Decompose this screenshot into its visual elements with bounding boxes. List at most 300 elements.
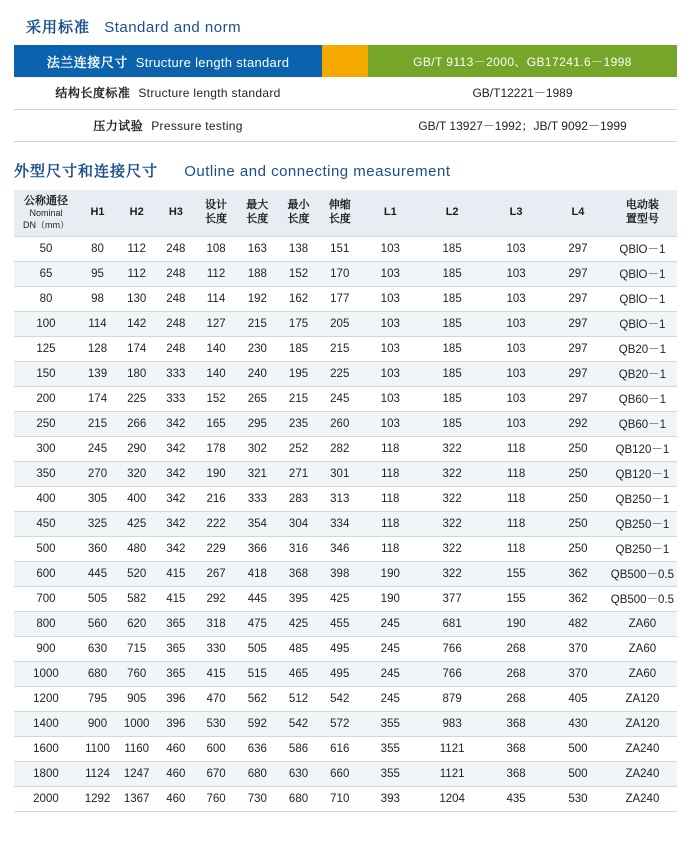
- table-cell: 185: [420, 261, 484, 286]
- table-cell: QBlO－1: [608, 311, 677, 336]
- table-cell: 297: [548, 236, 608, 261]
- table-cell: 368: [278, 561, 319, 586]
- table-cell: 670: [195, 761, 236, 786]
- table-cell: QB20－1: [608, 336, 677, 361]
- table-row: [14, 536, 677, 561]
- table-cell-nominal-dn: 900: [14, 636, 78, 661]
- table-row: [14, 561, 677, 586]
- table-cell: 542: [278, 711, 319, 736]
- table-cell: 103: [484, 411, 548, 436]
- table-cell: 377: [420, 586, 484, 611]
- table-cell: 205: [319, 311, 360, 336]
- table-cell: 225: [319, 361, 360, 386]
- table-cell: 190: [195, 461, 236, 486]
- table-cell: 500: [548, 761, 608, 786]
- table-cell: 1247: [117, 761, 156, 786]
- table-cell: 572: [319, 711, 360, 736]
- table-row: [14, 436, 677, 461]
- table-cell: 333: [237, 486, 278, 511]
- table-cell: 128: [78, 336, 117, 361]
- table-cell: 118: [484, 436, 548, 461]
- dimensions-col-header-9: [420, 190, 484, 237]
- dimensions-header-row: [14, 190, 677, 237]
- table-cell: ZA120: [608, 686, 677, 711]
- dimensions-col-header-1: [78, 190, 117, 237]
- table-cell: 365: [156, 661, 195, 686]
- table-cell: 630: [278, 761, 319, 786]
- table-cell: 366: [237, 536, 278, 561]
- table-cell: 292: [548, 411, 608, 436]
- table-cell: 620: [117, 611, 156, 636]
- table-cell: 322: [420, 486, 484, 511]
- table-cell: 130: [117, 286, 156, 311]
- table-cell: 267: [195, 561, 236, 586]
- table-cell: 297: [548, 311, 608, 336]
- table-cell: 185: [420, 386, 484, 411]
- table-cell: 175: [278, 311, 319, 336]
- standards-heading-cn: 采用标准: [26, 19, 91, 36]
- table-cell-nominal-dn: 1000: [14, 661, 78, 686]
- table-row: [14, 786, 677, 811]
- table-cell: 370: [548, 636, 608, 661]
- table-cell-nominal-dn: 200: [14, 386, 78, 411]
- table-cell: 983: [420, 711, 484, 736]
- table-cell: 266: [117, 411, 156, 436]
- table-cell: 185: [420, 311, 484, 336]
- dimensions-col-header-4: [195, 190, 236, 237]
- table-cell-nominal-dn: 700: [14, 586, 78, 611]
- table-cell: 322: [420, 561, 484, 586]
- table-cell: 900: [78, 711, 117, 736]
- table-cell: 103: [360, 261, 420, 286]
- table-cell: 225: [117, 386, 156, 411]
- table-cell: 455: [319, 611, 360, 636]
- table-cell: 305: [78, 486, 117, 511]
- table-cell: 215: [237, 311, 278, 336]
- dimensions-col-header-3: [156, 190, 195, 237]
- table-cell: 368: [484, 736, 548, 761]
- table-cell-nominal-dn: 400: [14, 486, 78, 511]
- table-cell: 268: [484, 661, 548, 686]
- table-row: [14, 611, 677, 636]
- table-cell: ZA60: [608, 611, 677, 636]
- table-cell: 190: [360, 561, 420, 586]
- table-cell: 245: [319, 386, 360, 411]
- standards-row-structure-label: [14, 77, 322, 109]
- dimensions-col-header-7: [319, 190, 360, 237]
- table-cell: 766: [420, 661, 484, 686]
- table-cell: 216: [195, 486, 236, 511]
- table-cell: 500: [548, 736, 608, 761]
- standards-row-pressure-label-cn: 压力试验: [93, 118, 144, 133]
- table-cell: 270: [78, 461, 117, 486]
- table-cell: 520: [117, 561, 156, 586]
- table-cell: 482: [548, 611, 608, 636]
- table-cell: 418: [237, 561, 278, 586]
- table-cell: 396: [156, 711, 195, 736]
- table-cell: 715: [117, 636, 156, 661]
- dimensions-heading-cn: 外型尺寸和连接尺寸: [14, 162, 159, 180]
- table-cell: 430: [548, 711, 608, 736]
- standards-row-pressure-label: [14, 109, 322, 141]
- table-row: [14, 686, 677, 711]
- table-cell: 460: [156, 761, 195, 786]
- table-cell: 112: [195, 261, 236, 286]
- table-cell: 1292: [78, 786, 117, 811]
- table-cell: QB120－1: [608, 436, 677, 461]
- table-cell: 151: [319, 236, 360, 261]
- table-cell: 396: [156, 686, 195, 711]
- table-row: [14, 586, 677, 611]
- table-cell: 1121: [420, 761, 484, 786]
- table-cell: 302: [237, 436, 278, 461]
- table-cell: QB250－1: [608, 511, 677, 536]
- table-cell: 600: [195, 736, 236, 761]
- table-cell-nominal-dn: 2000: [14, 786, 78, 811]
- table-cell: 355: [360, 736, 420, 761]
- table-cell: 80: [78, 236, 117, 261]
- table-cell: 185: [420, 361, 484, 386]
- dimensions-col-header-cn-4: 设计 长度: [205, 198, 228, 225]
- dimensions-section: [14, 160, 677, 812]
- table-cell: 313: [319, 486, 360, 511]
- table-cell: 103: [484, 361, 548, 386]
- table-cell: 118: [360, 461, 420, 486]
- table-cell: 140: [195, 361, 236, 386]
- table-cell: 333: [156, 386, 195, 411]
- table-cell: 185: [420, 236, 484, 261]
- table-cell: 229: [195, 536, 236, 561]
- table-cell: 118: [360, 486, 420, 511]
- table-cell: 321: [237, 461, 278, 486]
- dimensions-col-header-cn-12: 电动装 置型号: [625, 198, 659, 225]
- table-cell: 188: [237, 261, 278, 286]
- table-cell: 152: [278, 261, 319, 286]
- table-cell: 680: [278, 786, 319, 811]
- table-cell: 562: [237, 686, 278, 711]
- standards-heading: [14, 14, 677, 45]
- dimensions-col-header-8: [360, 190, 420, 237]
- table-cell: 322: [420, 511, 484, 536]
- table-cell: 155: [484, 561, 548, 586]
- table-cell: 215: [278, 386, 319, 411]
- standards-table: [14, 45, 677, 142]
- table-cell: 1100: [78, 736, 117, 761]
- table-cell: 114: [78, 311, 117, 336]
- table-cell: 170: [319, 261, 360, 286]
- table-cell: 108: [195, 236, 236, 261]
- table-cell: 405: [548, 686, 608, 711]
- table-cell: 195: [278, 361, 319, 386]
- table-cell: 250: [548, 511, 608, 536]
- dimensions-col-header-cn-11: L4: [571, 205, 585, 218]
- table-cell: 260: [319, 411, 360, 436]
- table-cell: 460: [156, 736, 195, 761]
- table-cell: 297: [548, 286, 608, 311]
- table-cell-nominal-dn: 600: [14, 561, 78, 586]
- table-cell: 365: [156, 636, 195, 661]
- dimensions-col-header-12: [608, 190, 677, 237]
- table-cell: 230: [237, 336, 278, 361]
- table-cell: 222: [195, 511, 236, 536]
- table-cell: 905: [117, 686, 156, 711]
- table-cell-nominal-dn: 65: [14, 261, 78, 286]
- dimensions-col-header-2: [117, 190, 156, 237]
- table-cell: 760: [195, 786, 236, 811]
- standards-row-pressure-value: GB/T 13927－1992；JB/T 9092－1999: [368, 109, 677, 141]
- dimensions-col-header-11: [548, 190, 608, 237]
- standards-row-structure-value: GB/T12221－1989: [368, 77, 677, 109]
- table-cell: 295: [237, 411, 278, 436]
- table-cell: 152: [195, 386, 236, 411]
- table-cell: 112: [117, 261, 156, 286]
- table-cell: 185: [420, 336, 484, 361]
- table-cell: 290: [117, 436, 156, 461]
- table-cell-nominal-dn: 125: [14, 336, 78, 361]
- table-cell: 190: [360, 586, 420, 611]
- table-cell: 283: [278, 486, 319, 511]
- table-row: [14, 711, 677, 736]
- table-cell: 465: [278, 661, 319, 686]
- dimensions-col-header-6: [278, 190, 319, 237]
- table-cell: 322: [420, 436, 484, 461]
- standards-row-pressure-label-en: Pressure testing: [151, 118, 243, 133]
- dimensions-col-header-cn-3: H3: [168, 205, 183, 218]
- table-cell-nominal-dn: 150: [14, 361, 78, 386]
- table-cell: 235: [278, 411, 319, 436]
- table-cell: 316: [278, 536, 319, 561]
- table-cell: 325: [78, 511, 117, 536]
- table-cell: ZA240: [608, 786, 677, 811]
- table-cell: 178: [195, 436, 236, 461]
- table-cell: 660: [319, 761, 360, 786]
- table-cell: 118: [360, 511, 420, 536]
- table-cell: 297: [548, 386, 608, 411]
- table-cell: QBlO－1: [608, 261, 677, 286]
- table-row: [14, 336, 677, 361]
- standards-row-pressure-divider: [322, 109, 368, 141]
- table-cell: 215: [78, 411, 117, 436]
- table-cell: 495: [319, 661, 360, 686]
- table-cell: 425: [117, 511, 156, 536]
- dimensions-col-header-cn-1: H1: [90, 205, 105, 218]
- table-cell: ZA60: [608, 661, 677, 686]
- table-cell: 245: [360, 686, 420, 711]
- table-cell: 297: [548, 261, 608, 286]
- table-cell: 103: [360, 386, 420, 411]
- table-cell: 304: [278, 511, 319, 536]
- table-cell: 1160: [117, 736, 156, 761]
- dimensions-col-header-cn-10: L3: [509, 205, 523, 218]
- table-cell: QB250－1: [608, 486, 677, 511]
- table-cell: 215: [319, 336, 360, 361]
- table-cell: 322: [420, 536, 484, 561]
- table-cell: 342: [156, 511, 195, 536]
- table-cell: 1204: [420, 786, 484, 811]
- table-cell: QB60－1: [608, 411, 677, 436]
- table-cell: 1121: [420, 736, 484, 761]
- table-cell: 370: [548, 661, 608, 686]
- table-cell: 334: [319, 511, 360, 536]
- standards-row-flange: [14, 45, 677, 77]
- table-cell: 292: [195, 586, 236, 611]
- table-cell: ZA240: [608, 736, 677, 761]
- table-cell: 680: [78, 661, 117, 686]
- table-cell: 118: [360, 436, 420, 461]
- standards-row-flange-divider: [322, 45, 368, 77]
- table-cell: ZA60: [608, 636, 677, 661]
- table-cell: 103: [360, 286, 420, 311]
- table-cell: 354: [237, 511, 278, 536]
- table-cell-nominal-dn: 300: [14, 436, 78, 461]
- table-cell: 530: [195, 711, 236, 736]
- table-cell: 192: [237, 286, 278, 311]
- table-cell: 365: [156, 611, 195, 636]
- table-cell: 118: [484, 486, 548, 511]
- table-cell: 245: [360, 636, 420, 661]
- table-cell-nominal-dn: 800: [14, 611, 78, 636]
- table-cell: 185: [420, 286, 484, 311]
- table-cell: 174: [117, 336, 156, 361]
- table-cell: 485: [278, 636, 319, 661]
- dimensions-body: [14, 236, 677, 811]
- table-cell: 271: [278, 461, 319, 486]
- table-cell: 248: [156, 311, 195, 336]
- table-cell: 505: [78, 586, 117, 611]
- table-cell: 140: [195, 336, 236, 361]
- standards-section: [14, 0, 677, 142]
- table-cell: 710: [319, 786, 360, 811]
- table-cell: 592: [237, 711, 278, 736]
- table-row: [14, 386, 677, 411]
- table-cell: 118: [484, 461, 548, 486]
- table-cell: 142: [117, 311, 156, 336]
- table-cell-nominal-dn: 1400: [14, 711, 78, 736]
- table-cell-nominal-dn: 450: [14, 511, 78, 536]
- table-cell: 268: [484, 636, 548, 661]
- table-cell: 342: [156, 461, 195, 486]
- table-cell: 470: [195, 686, 236, 711]
- table-cell: 512: [278, 686, 319, 711]
- table-cell: 425: [278, 611, 319, 636]
- dimensions-table: [14, 190, 677, 812]
- table-cell: 245: [78, 436, 117, 461]
- table-cell: 415: [156, 561, 195, 586]
- table-cell: 795: [78, 686, 117, 711]
- dimensions-heading: [14, 160, 677, 190]
- table-cell: 445: [78, 561, 117, 586]
- standards-row-flange-label-cn: 法兰连接尺寸: [46, 54, 128, 70]
- table-cell: 118: [360, 536, 420, 561]
- table-cell: 103: [484, 236, 548, 261]
- table-cell: 362: [548, 561, 608, 586]
- table-cell: QB250－1: [608, 536, 677, 561]
- table-cell: 114: [195, 286, 236, 311]
- table-cell-nominal-dn: 500: [14, 536, 78, 561]
- table-cell-nominal-dn: 50: [14, 236, 78, 261]
- table-cell: 760: [117, 661, 156, 686]
- table-cell: 103: [484, 311, 548, 336]
- table-cell: 342: [156, 486, 195, 511]
- standards-row-structure-divider: [322, 77, 368, 109]
- table-cell: 248: [156, 261, 195, 286]
- table-cell: 103: [484, 336, 548, 361]
- table-cell-nominal-dn: 1200: [14, 686, 78, 711]
- table-cell: 177: [319, 286, 360, 311]
- table-cell: 174: [78, 386, 117, 411]
- table-row: [14, 361, 677, 386]
- table-cell: 445: [237, 586, 278, 611]
- table-row: [14, 461, 677, 486]
- table-cell: 636: [237, 736, 278, 761]
- table-cell: 415: [156, 586, 195, 611]
- table-cell: 180: [117, 361, 156, 386]
- table-cell: 163: [237, 236, 278, 261]
- table-cell: 515: [237, 661, 278, 686]
- table-cell: 435: [484, 786, 548, 811]
- table-cell: 103: [360, 311, 420, 336]
- standards-row-flange-label: [14, 45, 322, 77]
- table-cell: 155: [484, 586, 548, 611]
- table-cell: 103: [360, 336, 420, 361]
- table-cell: 268: [484, 686, 548, 711]
- table-row: [14, 661, 677, 686]
- table-cell: 505: [237, 636, 278, 661]
- standards-row-flange-label-en: Structure length standard: [135, 54, 290, 70]
- table-row: [14, 411, 677, 436]
- table-cell: 139: [78, 361, 117, 386]
- table-cell: QB20－1: [608, 361, 677, 386]
- table-row: [14, 636, 677, 661]
- table-cell: 730: [237, 786, 278, 811]
- table-row: [14, 236, 677, 261]
- table-cell: 282: [319, 436, 360, 461]
- table-cell: 630: [78, 636, 117, 661]
- table-cell: 265: [237, 386, 278, 411]
- standards-row-structure-label-en: Structure length standard: [138, 86, 281, 101]
- table-cell: 248: [156, 236, 195, 261]
- table-cell: QB120－1: [608, 461, 677, 486]
- table-cell: 400: [117, 486, 156, 511]
- table-cell: 190: [484, 611, 548, 636]
- table-cell: 185: [278, 336, 319, 361]
- dimensions-col-header-cn-6: 最小 长度: [287, 198, 310, 225]
- table-cell: 1367: [117, 786, 156, 811]
- standards-row-structure-label-cn: 结构长度标准: [55, 86, 131, 101]
- table-cell: ZA240: [608, 761, 677, 786]
- table-cell: 138: [278, 236, 319, 261]
- table-cell-nominal-dn: 100: [14, 311, 78, 336]
- table-row: [14, 761, 677, 786]
- table-cell: 250: [548, 436, 608, 461]
- table-cell: 297: [548, 361, 608, 386]
- table-cell: 103: [484, 386, 548, 411]
- table-cell: 322: [420, 461, 484, 486]
- table-cell: 560: [78, 611, 117, 636]
- table-cell: 681: [420, 611, 484, 636]
- table-cell: 530: [548, 786, 608, 811]
- standards-row-pressure: [14, 109, 677, 141]
- table-cell: 320: [117, 461, 156, 486]
- dimensions-col-header-cn-0: 公称通径: [23, 194, 68, 207]
- dimensions-col-header-cn-9: L2: [445, 205, 459, 218]
- table-cell: 250: [548, 486, 608, 511]
- dimensions-col-header-5: [237, 190, 278, 237]
- table-row: [14, 311, 677, 336]
- table-row: [14, 286, 677, 311]
- table-cell: 162: [278, 286, 319, 311]
- table-cell: 766: [420, 636, 484, 661]
